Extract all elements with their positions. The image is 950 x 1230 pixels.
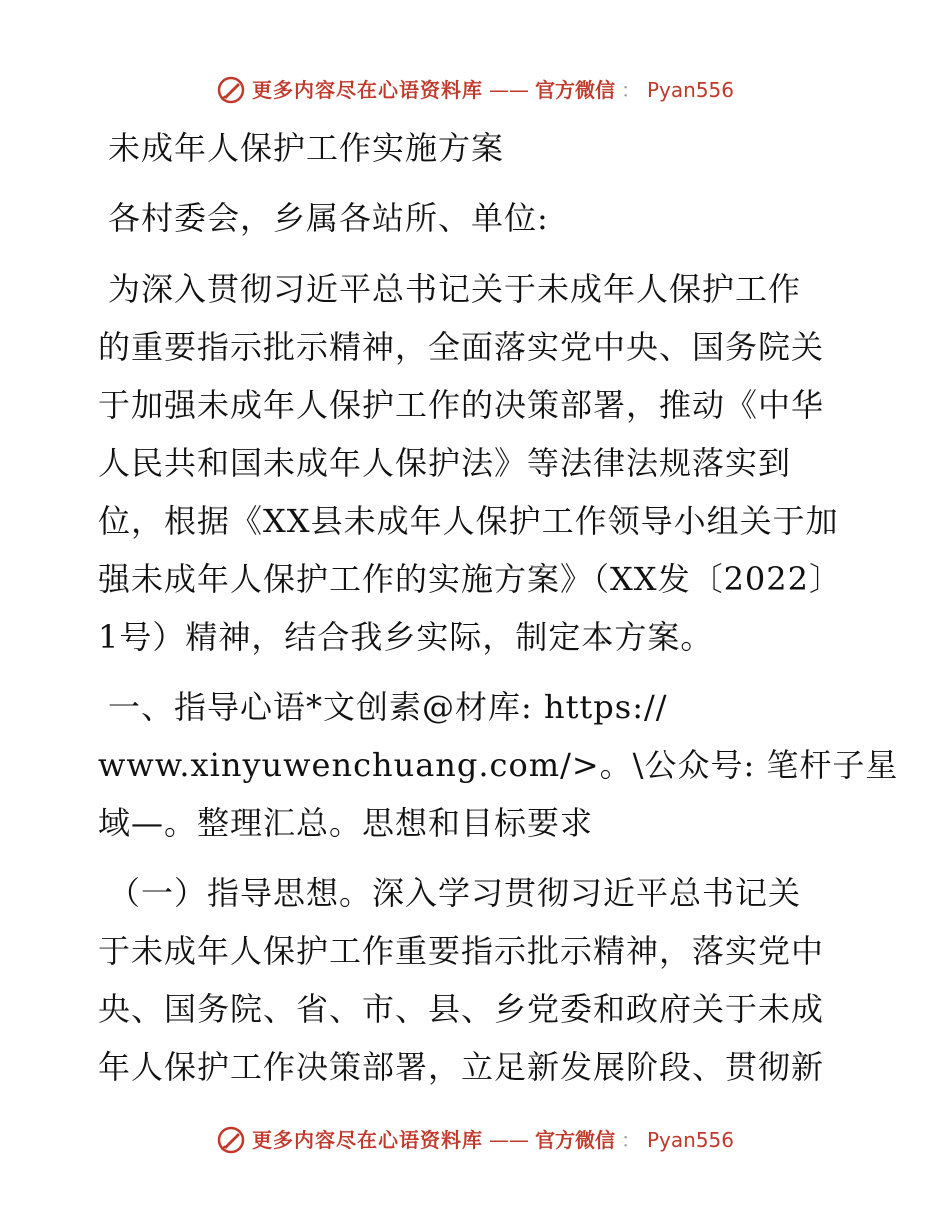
document-title: 未成年人保护工作实施方案	[108, 129, 505, 167]
text-line: 人民共和国未成年人保护法》等法律法规落实到	[98, 444, 792, 482]
text-line: （一）指导思想。深入学习贯彻习近平总书记关	[108, 874, 802, 912]
text-line: 一、指导心语*文创素@材库: https://	[108, 688, 668, 726]
paragraph-intro	[98, 260, 858, 666]
footer-banner	[0, 1120, 950, 1160]
banner-slogan: 更多内容尽在心语资料库	[251, 1128, 483, 1152]
banner-dash: ——	[488, 78, 529, 102]
banner-wechat-label: 官方微信	[534, 1128, 615, 1152]
header-banner	[0, 70, 950, 110]
banner-colon: ：	[620, 78, 641, 102]
document-greeting: 各村委会，乡属各站所、单位:	[108, 199, 549, 237]
text-line: www.xinyuwenchuang.com/>。\公众号: 笔杆子星	[98, 746, 899, 784]
text-line: 央、国务院、省、市、县、乡党委和政府关于未成	[98, 990, 825, 1028]
banner-dash: ——	[488, 1128, 529, 1152]
text-line: 为深入贯彻习近平总书记关于未成年人保护工作	[108, 270, 802, 308]
text-line: 年人保护工作决策部署，立足新发展阶段、贯彻新	[98, 1048, 825, 1086]
text-line: 1号）精神，结合我乡实际，制定本方案。	[98, 618, 714, 656]
banner-wechat-id: Pyan556	[646, 78, 734, 102]
quill-logo-icon	[216, 75, 246, 105]
text-line: 强未成年人保护工作的实施方案》（XX发〔2022〕	[98, 560, 843, 598]
text-line: 的重要指示批示精神，全面落实党中央、国务院关	[98, 328, 825, 366]
quill-logo-icon	[216, 1125, 246, 1155]
banner-slogan: 更多内容尽在心语资料库	[251, 78, 483, 102]
paragraph-guiding-thought	[98, 864, 858, 1096]
text-line: 位，根据《XX县未成年人保护工作领导小组关于加	[98, 502, 839, 540]
banner-wechat-label: 官方微信	[534, 78, 615, 102]
text-line: 域—。整理汇总。思想和目标要求	[98, 804, 594, 842]
text-line: 于未成年人保护工作重要指示批示精神，落实党中	[98, 932, 825, 970]
text-line: 于加强未成年人保护工作的决策部署，推动《中华	[98, 386, 825, 424]
paragraph-section-one-heading	[98, 678, 899, 852]
banner-colon: ：	[620, 1128, 641, 1152]
banner-wechat-id: Pyan556	[646, 1128, 734, 1152]
document-body	[98, 120, 899, 1108]
